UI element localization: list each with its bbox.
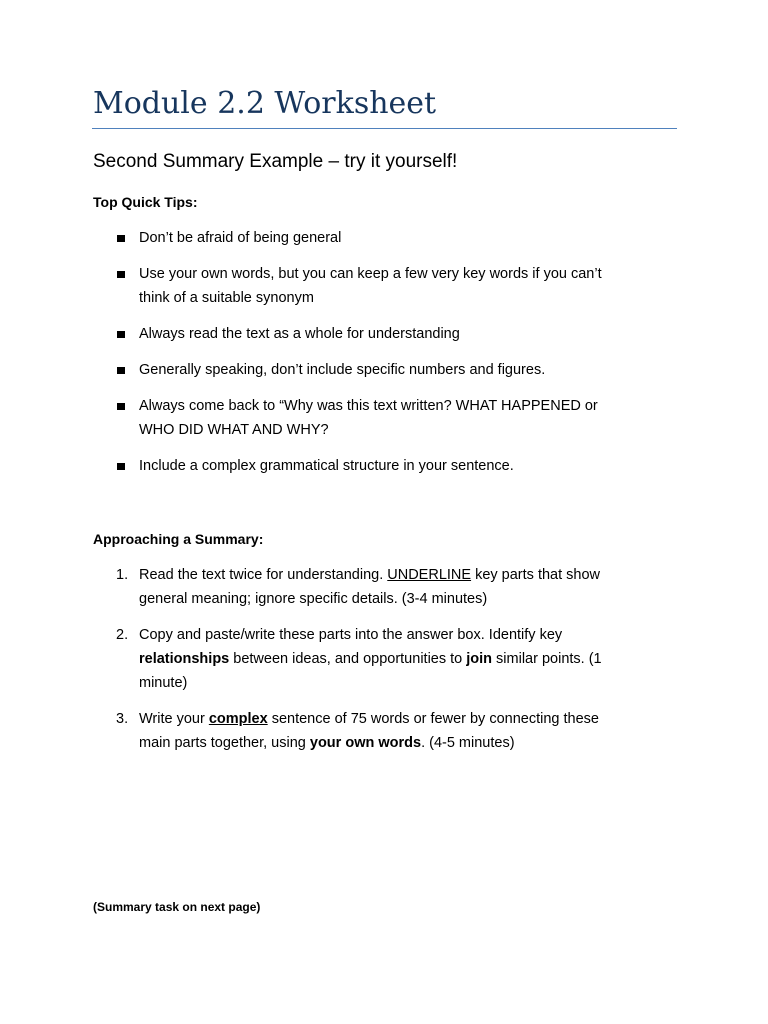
bullet-square-icon xyxy=(117,271,125,278)
bullet-square-icon xyxy=(117,463,125,470)
footer-note: (Summary task on next page) xyxy=(93,900,261,914)
tip-text: Don’t be afraid of being general xyxy=(139,230,342,246)
bullet-square-icon xyxy=(117,403,125,410)
document-subtitle: Second Summary Example – try it yourself! xyxy=(93,151,458,172)
step-underlined-word: UNDERLINE xyxy=(387,567,472,583)
step-item xyxy=(139,623,679,695)
step-text: between ideas, and opportunities to xyxy=(229,651,467,667)
step-bold-word: relationships xyxy=(139,651,230,667)
tip-item xyxy=(139,394,679,442)
tip-text-line: think of a suitable synonym xyxy=(139,290,314,306)
step-bold-phrase: your own words xyxy=(309,735,422,751)
tip-item xyxy=(139,322,679,346)
tip-item xyxy=(139,454,679,478)
step-number: 3. xyxy=(116,711,129,727)
step-text-line: Copy and paste/write these parts into the answer box. Identify key xyxy=(139,627,563,643)
bullet-square-icon xyxy=(117,235,125,242)
step-item xyxy=(139,563,679,611)
bullet-square-icon xyxy=(117,331,125,338)
step-text: key parts that show xyxy=(471,567,601,583)
tips-heading: Top Quick Tips: xyxy=(93,194,198,210)
step-text-line: minute) xyxy=(139,675,188,691)
step-number: 1. xyxy=(116,567,129,583)
step-number: 2. xyxy=(116,627,129,643)
tip-item xyxy=(139,262,679,310)
document-title: Module 2.2 Worksheet xyxy=(93,86,437,121)
step-text: main parts together, using xyxy=(139,735,310,751)
step-text: similar points. (1 xyxy=(492,651,602,667)
tip-text: Generally speaking, don’t include specific numbers and figures. xyxy=(139,362,546,378)
tip-text: Include a complex grammatical structure in your sentence. xyxy=(139,458,514,474)
step-bold-word: join xyxy=(466,651,493,667)
tip-item xyxy=(139,358,679,382)
step-item xyxy=(139,707,679,755)
approach-heading: Approaching a Summary: xyxy=(93,531,264,547)
tip-text-line: Always come back to “Why was this text written? WHAT HAPPENED or xyxy=(139,398,598,414)
tip-text-line: Use your own words, but you can keep a few very key words if you can’t xyxy=(139,266,602,282)
step-text: . (4-5 minutes) xyxy=(421,735,515,751)
bullet-square-icon xyxy=(117,367,125,374)
tip-text-line: WHO DID WHAT AND WHY? xyxy=(139,422,329,438)
step-bold-underlined-word: complex xyxy=(208,711,268,727)
step-text: sentence of 75 words or fewer by connecting these xyxy=(267,711,599,727)
title-underline-rule xyxy=(92,128,677,129)
step-text: Read the text twice for understanding. xyxy=(139,567,388,583)
step-text-line: general meaning; ignore specific details. (3-4 minutes) xyxy=(139,591,488,607)
tip-item xyxy=(139,226,679,250)
tip-text: Always read the text as a whole for understanding xyxy=(139,326,460,342)
step-text: Write your xyxy=(139,711,209,727)
